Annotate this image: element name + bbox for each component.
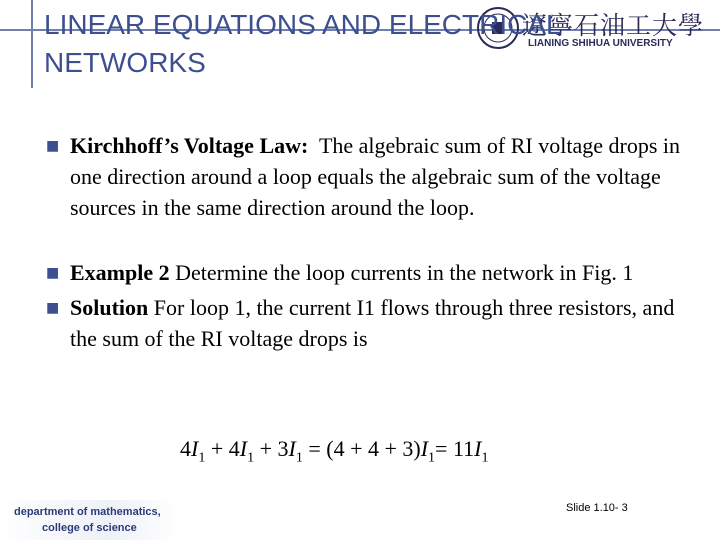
university-name-chinese: 遼寧石油工大學 <box>522 11 705 40</box>
header-rule-vertical <box>31 0 33 88</box>
kvl-text: The algebraic sum of RI voltage drops in one direction around a loop equals the algebraic sum of the voltage sources in the same direction around the loop. <box>70 133 681 220</box>
bullet-kvl <box>46 130 686 223</box>
example-term: Example 2 <box>70 260 170 285</box>
bullet-list <box>46 130 686 354</box>
college-name: college of science <box>42 522 137 534</box>
slide-title: LINEAR EQUATIONS AND ELECTRICAL NETWORKS <box>44 9 561 78</box>
department-name: department of mathematics, <box>14 506 161 518</box>
example-text: Determine the loop currents in the network in Fig. 1 <box>175 260 634 285</box>
bullet-solution <box>46 292 686 354</box>
solution-text: For loop 1, the current I1 flows through three resistors, and the sum of the RI voltage drops is <box>70 295 675 351</box>
university-name-english: LIANING SHIHUA UNIVERSITY <box>528 38 673 49</box>
square-bullet-icon: ■ <box>46 265 60 281</box>
square-bullet-icon: ■ <box>46 300 60 316</box>
bullet-example <box>46 257 686 288</box>
solution-term: Solution <box>70 295 149 320</box>
square-bullet-icon: ■ <box>46 138 60 154</box>
slide-number: Slide 1.10- 3 <box>566 502 628 514</box>
loop-equation: $4I_1 + 4I_1 + 3I_1 = (4 + 4 + 3)I_1= 11I_1$ <box>180 436 489 466</box>
kvl-term: Kirchhoff’s Voltage Law: <box>70 133 309 158</box>
